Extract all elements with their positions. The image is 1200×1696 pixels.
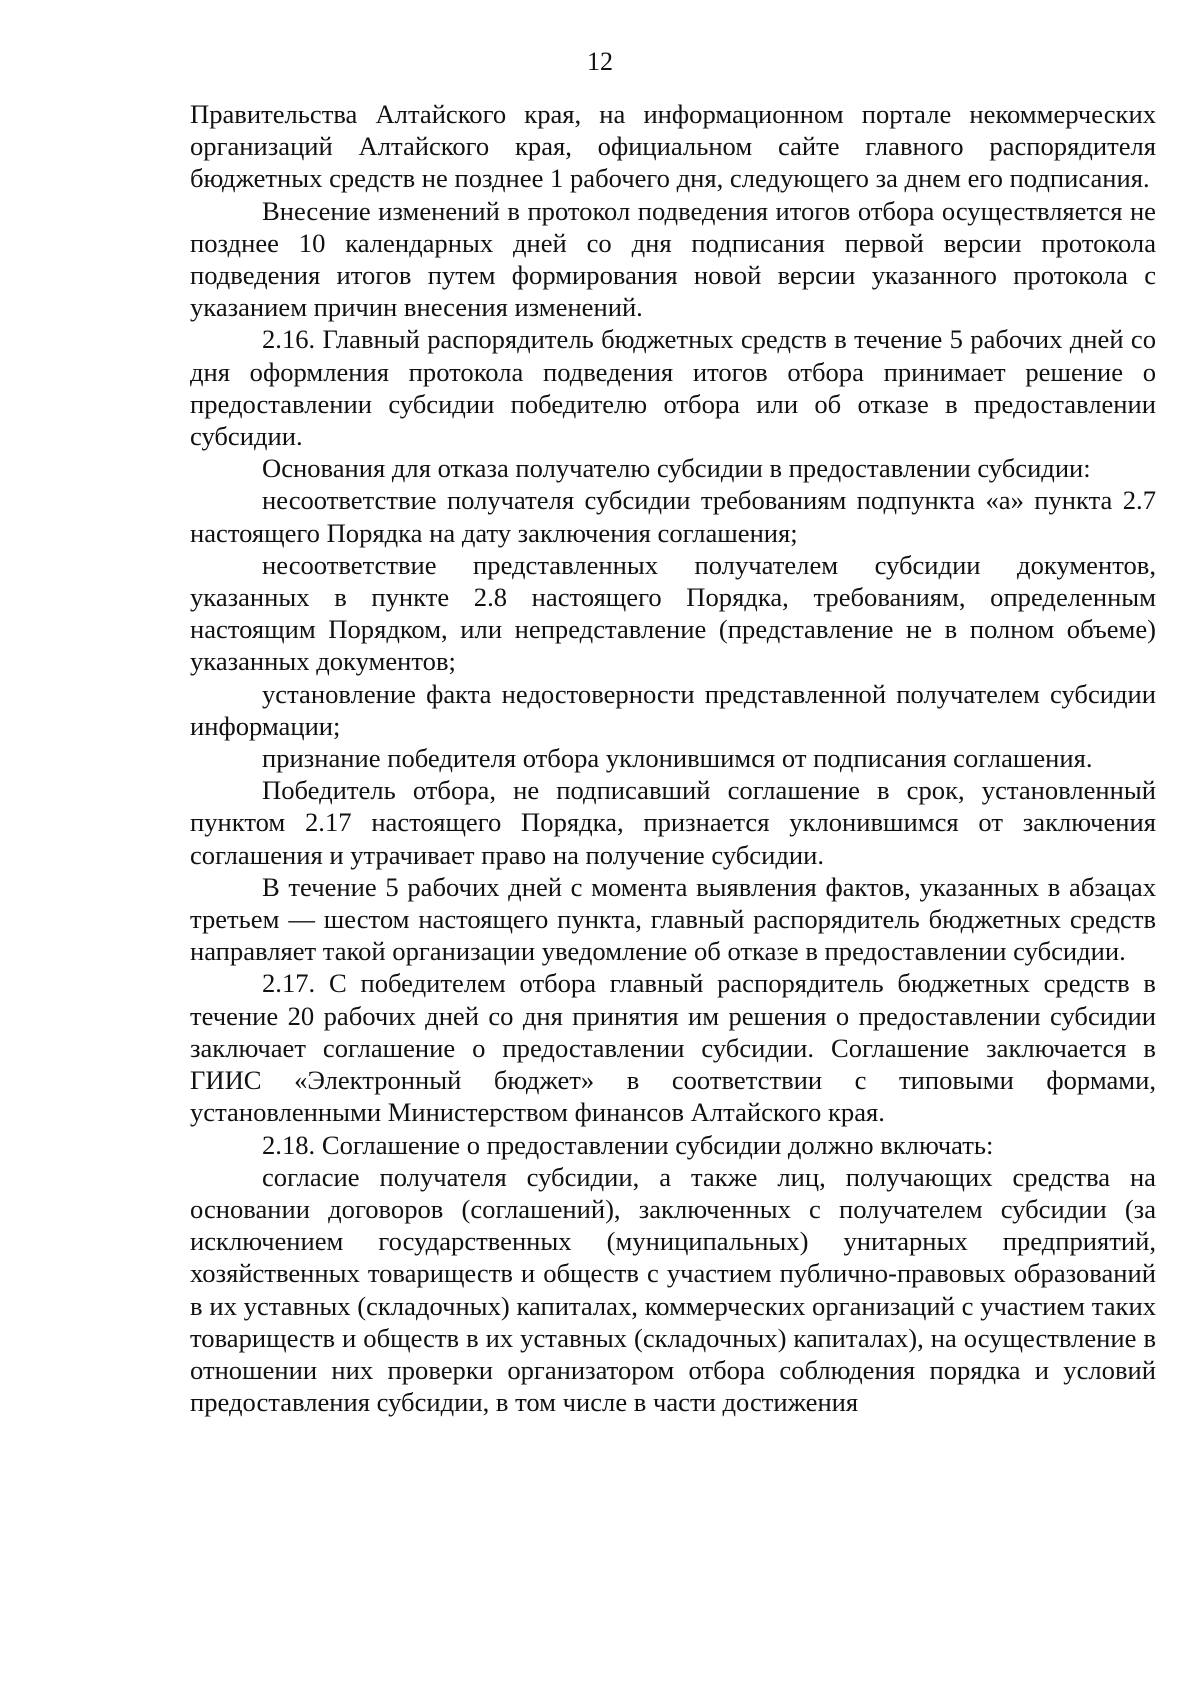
paragraph: согласие получателя субсидии, а также лиц, получающих средства на основании договоров (соглашений), заключенных с получателем субсидии (за исключением государственных (муниципальных) унитарных предприятий, хозяйственных товариществ и обществ с участием публично-правовых образований в их уставных (складочных) капиталах, коммерческих организаций с участием таких товариществ и обществ в их уставных (складочных) капиталах), на осуществление в отношении них проверки организатором отбора соблюдения порядка и условий предоставления субсидии, в том числе в части достижения xyxy=(190,1161,1156,1418)
paragraph: несоответствие представленных получателем субсидии документов, указанных в пункте 2.8 настоящего Порядка, требованиям, определенным настоящим Порядком, или непредставление (представление не в полном объеме) указанных документов; xyxy=(190,549,1156,677)
paragraph: признание победителя отбора уклонившимся от подписания соглашения. xyxy=(262,743,1093,774)
paragraph: Основания для отказа получателю субсидии в предоставлении субсидии: xyxy=(262,453,1091,484)
paragraph: 2.18. Соглашение о предоставлении субсидии должно включать: xyxy=(262,1129,994,1160)
paragraph: несоответствие получателя субсидии требованиям подпункта «а» пункта 2.7 настоящего Порядка на дату заключения соглашения; xyxy=(190,485,1156,548)
paragraph: Правительства Алтайского края, на информационном портале некоммерческих организаций Алтайского края, официальном сайте главного распорядителя бюджетных средств не позднее 1 рабочего дня, следующего за днем его подписания. xyxy=(190,99,1156,194)
document-body xyxy=(190,98,1156,1418)
page-number: 12 xyxy=(587,47,613,76)
paragraph: В течение 5 рабочих дней с момента выявления фактов, указанных в абзацах третьем — шестом настоящего пункта, главный распорядитель бюджетных средств направляет такой организации уведомление об отказе в предоставлении субсидии. xyxy=(190,871,1156,967)
paragraph: 2.17. С победителем отбора главный распорядитель бюджетных средств в течение 20 рабочих дней со дня принятия им решения о предоставлении субсидии заключает соглашение о предоставлении субсидии. Соглашение заключается в ГИИС «Электронный бюджет» в соответствии с типовыми формами, установленными Министерством финансов Алтайского края. xyxy=(190,968,1156,1128)
paragraph: установление факта недостоверности представленной получателем субсидии информации; xyxy=(190,678,1156,741)
paragraph: Внесение изменений в протокол подведения итогов отбора осуществляется не позднее 10 календарных дней со дня подписания первой версии протокола подведения итогов путем формирования новой версии указанного протокола с указанием причин внесения изменений. xyxy=(190,195,1156,323)
paragraph: 2.16. Главный распорядитель бюджетных средств в течение 5 рабочих дней со дня оформления протокола подведения итогов отбора принимает решение о предоставлении субсидии победителю отбора или об отказе в предоставлении субсидии. xyxy=(190,324,1156,452)
paragraph: Победитель отбора, не подписавший соглашение в срок, установленный пунктом 2.17 настоящего Порядка, признается уклонившимся от заключения соглашения и утрачивает право на получение субсидии. xyxy=(190,775,1156,870)
